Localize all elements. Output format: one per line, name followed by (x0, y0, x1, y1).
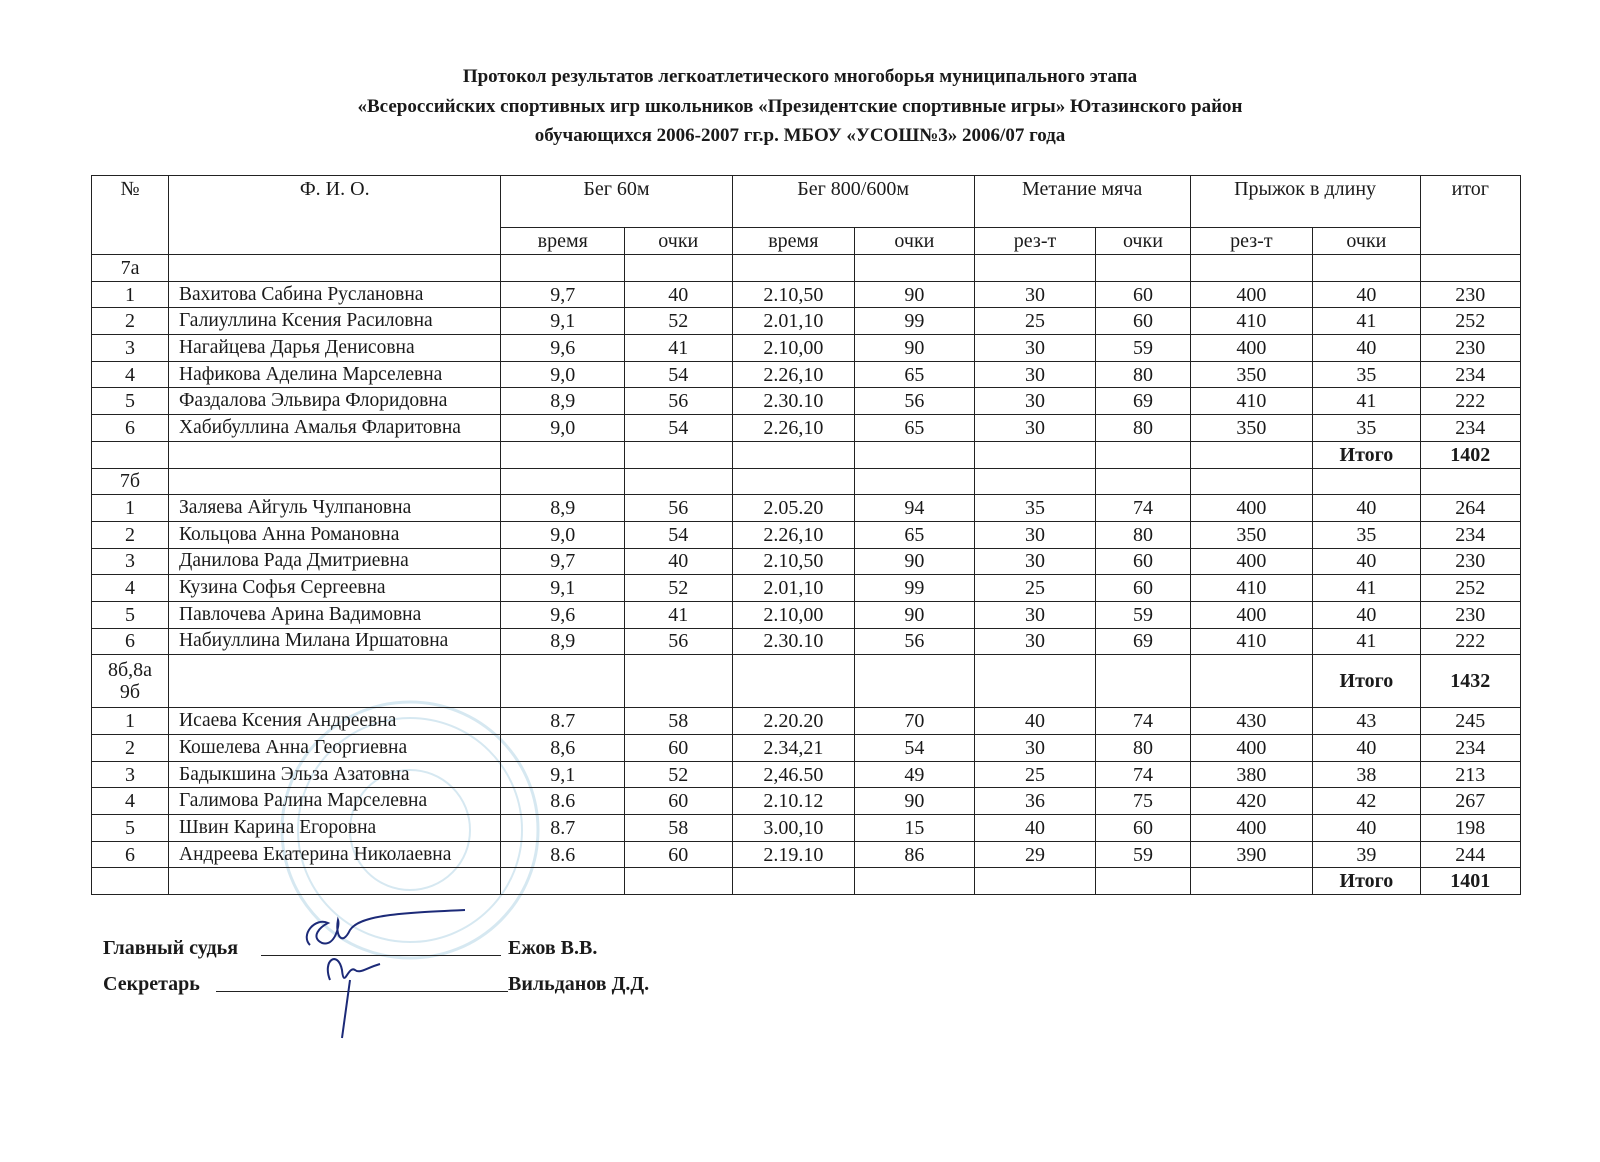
throw-result: 30 (974, 361, 1096, 388)
jump-points: 39 (1313, 841, 1420, 868)
throw-result: 30 (974, 388, 1096, 415)
total-points: 230 (1420, 548, 1520, 575)
title-line-2: «Всероссийских спортивных игр школьников «Президентские спортивные игры» Ютазинского район (357, 95, 1243, 117)
run60-time: 9,6 (501, 601, 625, 628)
run800-points: 90 (855, 788, 975, 815)
athlete-name: Кольцова Анна Романовна (169, 521, 501, 548)
col-fio: Ф. И. О. (169, 176, 501, 255)
throw-result: 30 (974, 548, 1096, 575)
run60-points: 60 (625, 788, 732, 815)
athlete-name: Кошелева Анна Георгиевна (169, 735, 501, 762)
run800-time: 2.01,10 (732, 575, 855, 602)
run800-points: 56 (855, 628, 975, 655)
run800-time: 2.26,10 (732, 521, 855, 548)
run800-points: 90 (855, 281, 975, 308)
athlete-name: Кузина Софья Сергеевна (169, 575, 501, 602)
throw-points: 74 (1096, 495, 1190, 522)
group-row-8 (92, 655, 1521, 708)
total-points: 252 (1420, 308, 1520, 335)
throw-points: 60 (1096, 815, 1190, 842)
jump-result: 400 (1190, 335, 1313, 362)
run800-time: 2.26,10 (732, 415, 855, 442)
run800-time: 2.26,10 (732, 361, 855, 388)
run800-points: 90 (855, 335, 975, 362)
chief-judge-name: Ежов В.В. (508, 937, 598, 959)
header-row-main (92, 176, 1521, 228)
run800-time: 3.00,10 (732, 815, 855, 842)
throw-points: 80 (1096, 361, 1190, 388)
run800-time: 2.20.20 (732, 708, 855, 735)
row-num: 3 (92, 335, 169, 362)
col-run800: Бег 800/600м (732, 176, 974, 228)
jump-result: 350 (1190, 415, 1313, 442)
jump-points: 41 (1313, 308, 1420, 335)
run60-time: 9,1 (501, 761, 625, 788)
run800-points: 54 (855, 735, 975, 762)
group-row-7a (92, 255, 1521, 282)
throw-points: 80 (1096, 735, 1190, 762)
athlete-name: Андреева Екатерина Николаевна (169, 841, 501, 868)
jump-points: 42 (1313, 788, 1420, 815)
run800-time: 2.10,00 (732, 601, 855, 628)
athlete-name: Нагайцева Дарья Денисовна (169, 335, 501, 362)
run800-points: 94 (855, 495, 975, 522)
sub-points-jump: очки (1313, 228, 1420, 255)
athlete-name: Хабибуллина Амалья Фларитовна (169, 415, 501, 442)
run60-time: 9,0 (501, 415, 625, 442)
jump-result: 400 (1190, 495, 1313, 522)
run60-time: 9,6 (501, 335, 625, 362)
group-label-line-1: 8б,8а (107, 659, 153, 682)
title-line-3: обучающихся 2006-2007 гг.р. МБОУ «УСОШ№3» 2006/07 года (534, 125, 1066, 146)
row-num: 4 (92, 788, 169, 815)
table-row (92, 735, 1521, 762)
run800-time: 2.30.10 (732, 628, 855, 655)
run60-time: 8,6 (501, 735, 625, 762)
row-num: 2 (92, 308, 169, 335)
total-points: 230 (1420, 281, 1520, 308)
run800-points: 99 (855, 308, 975, 335)
run60-time: 8,9 (501, 388, 625, 415)
jump-points: 40 (1313, 281, 1420, 308)
table-row (92, 628, 1521, 655)
run60-points: 60 (625, 841, 732, 868)
throw-result: 30 (974, 601, 1096, 628)
throw-points: 80 (1096, 521, 1190, 548)
table-row (92, 388, 1521, 415)
run60-time: 8,9 (501, 628, 625, 655)
secretary-name: Вильданов Д.Д. (508, 973, 650, 995)
row-num: 3 (92, 548, 169, 575)
run60-time: 9,1 (501, 308, 625, 335)
total-points: 244 (1420, 841, 1520, 868)
throw-result: 25 (974, 308, 1096, 335)
sub-points-throw: очки (1096, 228, 1190, 255)
sub-time-60: время (501, 228, 625, 255)
row-num: 4 (92, 575, 169, 602)
subtotal-row-7a (92, 441, 1521, 468)
table-row (92, 815, 1521, 842)
athlete-name: Исаева Ксения Андреевна (169, 708, 501, 735)
run800-time: 2.30.10 (732, 388, 855, 415)
run800-points: 90 (855, 601, 975, 628)
row-num: 1 (92, 281, 169, 308)
athlete-name: Бадыкшина Эльза Азатовна (169, 761, 501, 788)
athlete-name: Галимова Ралина Марселевна (169, 788, 501, 815)
col-run60: Бег 60м (501, 176, 732, 228)
throw-points: 59 (1096, 601, 1190, 628)
run800-points: 65 (855, 361, 975, 388)
jump-result: 390 (1190, 841, 1313, 868)
run800-time: 2.34,21 (732, 735, 855, 762)
table-row (92, 521, 1521, 548)
throw-points: 59 (1096, 841, 1190, 868)
run60-time: 8.6 (501, 788, 625, 815)
jump-points: 40 (1313, 735, 1420, 762)
sub-time-800: время (732, 228, 855, 255)
table-row (92, 335, 1521, 362)
run800-time: 2.10,50 (732, 548, 855, 575)
run800-time: 2.10,50 (732, 281, 855, 308)
jump-points: 40 (1313, 601, 1420, 628)
run60-points: 54 (625, 415, 732, 442)
run60-time: 8.7 (501, 815, 625, 842)
secretary-signature-icon (320, 950, 400, 1040)
sub-points-800: очки (855, 228, 975, 255)
run60-points: 52 (625, 575, 732, 602)
run800-time: 2.01,10 (732, 308, 855, 335)
throw-result: 30 (974, 628, 1096, 655)
secretary-row (103, 966, 650, 1002)
group-label-line-2: 9б (119, 681, 141, 704)
athlete-name: Вахитова Сабина Руслановна (169, 281, 501, 308)
col-jump: Прыжок в длину (1190, 176, 1420, 228)
throw-points: 60 (1096, 308, 1190, 335)
run60-points: 56 (625, 388, 732, 415)
athlete-name: Галиуллина Ксения Расиловна (169, 308, 501, 335)
jump-points: 40 (1313, 548, 1420, 575)
run60-points: 41 (625, 335, 732, 362)
table-row (92, 415, 1521, 442)
total-points: 230 (1420, 601, 1520, 628)
sub-points-60: очки (625, 228, 732, 255)
athlete-name: Павлочева Арина Вадимовна (169, 601, 501, 628)
run800-time: 2,46.50 (732, 761, 855, 788)
subtotal-label: Итого (1313, 441, 1420, 468)
jump-result: 350 (1190, 361, 1313, 388)
run60-time: 9,0 (501, 521, 625, 548)
throw-result: 30 (974, 335, 1096, 362)
jump-points: 40 (1313, 335, 1420, 362)
total-points: 264 (1420, 495, 1520, 522)
run60-points: 52 (625, 308, 732, 335)
row-num: 5 (92, 601, 169, 628)
secretary-label: Секретарь (103, 973, 200, 995)
row-num: 2 (92, 735, 169, 762)
athlete-name: Заляева Айгуль Чулпановна (169, 495, 501, 522)
jump-points: 40 (1313, 495, 1420, 522)
col-num: № (92, 176, 169, 255)
run60-points: 40 (625, 548, 732, 575)
jump-points: 41 (1313, 575, 1420, 602)
throw-result: 25 (974, 575, 1096, 602)
jump-result: 410 (1190, 308, 1313, 335)
row-num: 5 (92, 815, 169, 842)
throw-points: 69 (1096, 628, 1190, 655)
run60-points: 54 (625, 361, 732, 388)
total-points: 234 (1420, 521, 1520, 548)
table-row (92, 708, 1521, 735)
throw-points: 69 (1096, 388, 1190, 415)
jump-result: 400 (1190, 548, 1313, 575)
sub-result-throw: рез-т (974, 228, 1096, 255)
subtotal-label: Итого (1313, 655, 1420, 708)
throw-points: 75 (1096, 788, 1190, 815)
throw-points: 74 (1096, 708, 1190, 735)
group-row-7b (92, 468, 1521, 495)
total-points: 222 (1420, 388, 1520, 415)
throw-result: 40 (974, 708, 1096, 735)
run60-points: 58 (625, 815, 732, 842)
table-row (92, 361, 1521, 388)
chief-judge-label: Главный судья (103, 937, 239, 959)
run800-points: 56 (855, 388, 975, 415)
group-label (92, 655, 169, 708)
throw-result: 35 (974, 495, 1096, 522)
throw-points: 80 (1096, 415, 1190, 442)
table-row (92, 548, 1521, 575)
jump-result: 410 (1190, 388, 1313, 415)
jump-points: 35 (1313, 521, 1420, 548)
throw-result: 30 (974, 415, 1096, 442)
jump-result: 410 (1190, 575, 1313, 602)
run800-points: 70 (855, 708, 975, 735)
run60-points: 60 (625, 735, 732, 762)
table-row (92, 281, 1521, 308)
row-num: 6 (92, 628, 169, 655)
row-num: 3 (92, 761, 169, 788)
col-total: итог (1420, 176, 1520, 255)
throw-result: 30 (974, 281, 1096, 308)
athlete-name: Набиуллина Милана Иршатовна (169, 628, 501, 655)
throw-result: 30 (974, 521, 1096, 548)
run800-points: 65 (855, 521, 975, 548)
total-points: 198 (1420, 815, 1520, 842)
throw-points: 60 (1096, 281, 1190, 308)
jump-points: 41 (1313, 628, 1420, 655)
run60-points: 56 (625, 495, 732, 522)
jump-result: 430 (1190, 708, 1313, 735)
throw-result: 36 (974, 788, 1096, 815)
table-row (92, 761, 1521, 788)
throw-points: 60 (1096, 575, 1190, 602)
subtotal-row-8 (92, 868, 1521, 895)
jump-result: 400 (1190, 815, 1313, 842)
run60-time: 9,0 (501, 361, 625, 388)
jump-points: 41 (1313, 388, 1420, 415)
jump-result: 400 (1190, 735, 1313, 762)
title-line-1: Протокол результатов легкоатлетического многоборья муниципального этапа (462, 66, 1138, 87)
run800-points: 99 (855, 575, 975, 602)
total-points: 245 (1420, 708, 1520, 735)
total-points: 234 (1420, 361, 1520, 388)
run60-points: 58 (625, 708, 732, 735)
jump-result: 350 (1190, 521, 1313, 548)
row-num: 1 (92, 495, 169, 522)
total-points: 230 (1420, 335, 1520, 362)
run60-points: 54 (625, 521, 732, 548)
jump-result: 380 (1190, 761, 1313, 788)
chief-judge-row (103, 930, 598, 966)
jump-points: 43 (1313, 708, 1420, 735)
run800-points: 90 (855, 548, 975, 575)
subtotal-label: Итого (1313, 868, 1420, 895)
table-row (92, 308, 1521, 335)
row-num: 6 (92, 415, 169, 442)
jump-points: 38 (1313, 761, 1420, 788)
jump-points: 40 (1313, 815, 1420, 842)
jump-result: 400 (1190, 601, 1313, 628)
total-points: 234 (1420, 415, 1520, 442)
run800-points: 49 (855, 761, 975, 788)
group-label: 7б (92, 468, 169, 495)
col-throw: Метание мяча (974, 176, 1190, 228)
table-row (92, 601, 1521, 628)
throw-result: 25 (974, 761, 1096, 788)
throw-result: 40 (974, 815, 1096, 842)
jump-result: 410 (1190, 628, 1313, 655)
run800-points: 65 (855, 415, 975, 442)
athlete-name: Швин Карина Егоровна (169, 815, 501, 842)
group-label: 7а (92, 255, 169, 282)
subtotal-value: 1432 (1420, 655, 1520, 708)
table-row (92, 495, 1521, 522)
total-points: 252 (1420, 575, 1520, 602)
throw-points: 74 (1096, 761, 1190, 788)
run800-points: 15 (855, 815, 975, 842)
run60-time: 9,1 (501, 575, 625, 602)
throw-result: 29 (974, 841, 1096, 868)
run60-time: 8.7 (501, 708, 625, 735)
run800-time: 2.10.12 (732, 788, 855, 815)
run60-points: 56 (625, 628, 732, 655)
athlete-name: Нафикова Аделина Марселевна (169, 361, 501, 388)
throw-result: 30 (974, 735, 1096, 762)
table-row (92, 788, 1521, 815)
row-num: 5 (92, 388, 169, 415)
athlete-name: Данилова Рада Дмитриевна (169, 548, 501, 575)
row-num: 4 (92, 361, 169, 388)
run60-time: 8,9 (501, 495, 625, 522)
total-points: 267 (1420, 788, 1520, 815)
jump-result: 400 (1190, 281, 1313, 308)
run60-time: 9,7 (501, 548, 625, 575)
run800-time: 2.10,00 (732, 335, 855, 362)
sub-result-jump: рез-т (1190, 228, 1313, 255)
jump-result: 420 (1190, 788, 1313, 815)
run800-time: 2.05.20 (732, 495, 855, 522)
table-row (92, 575, 1521, 602)
subtotal-value: 1401 (1420, 868, 1520, 895)
table-row (92, 841, 1521, 868)
run60-time: 9,7 (501, 281, 625, 308)
jump-points: 35 (1313, 361, 1420, 388)
athlete-name: Фаздалова Эльвира Флоридовна (169, 388, 501, 415)
run60-points: 41 (625, 601, 732, 628)
total-points: 222 (1420, 628, 1520, 655)
jump-points: 35 (1313, 415, 1420, 442)
row-num: 1 (92, 708, 169, 735)
throw-points: 59 (1096, 335, 1190, 362)
subtotal-value: 1402 (1420, 441, 1520, 468)
run800-points: 86 (855, 841, 975, 868)
throw-points: 60 (1096, 548, 1190, 575)
signatures-block (103, 930, 650, 1002)
run60-points: 52 (625, 761, 732, 788)
row-num: 2 (92, 521, 169, 548)
row-num: 6 (92, 841, 169, 868)
run800-time: 2.19.10 (732, 841, 855, 868)
results-table (91, 175, 1521, 895)
run60-time: 8.6 (501, 841, 625, 868)
run60-points: 40 (625, 281, 732, 308)
total-points: 213 (1420, 761, 1520, 788)
total-points: 234 (1420, 735, 1520, 762)
document-title (0, 62, 1600, 151)
